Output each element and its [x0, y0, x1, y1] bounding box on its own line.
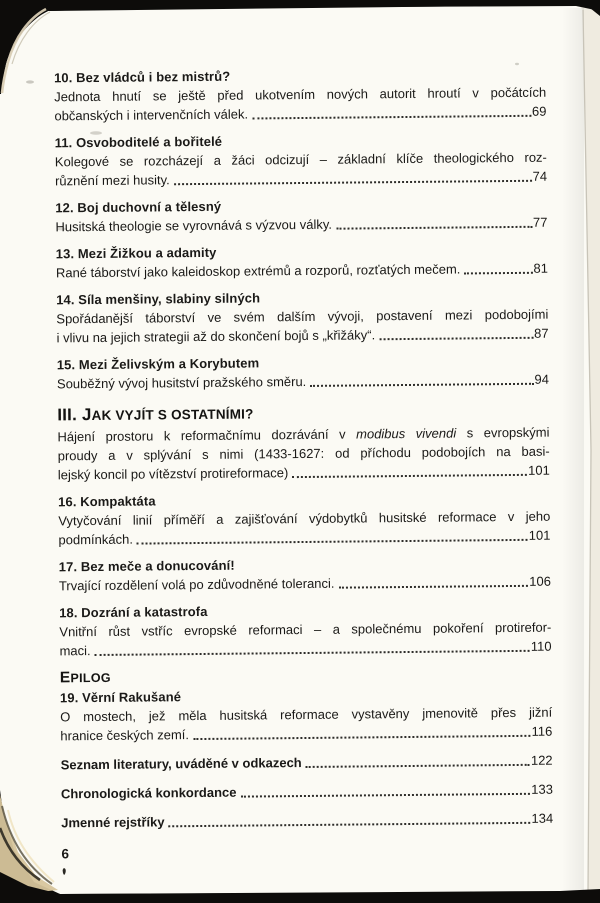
desc-text: i vlivu na jejich strategii až do skončení bojů s „křižáky“. [56, 327, 376, 346]
chapter-title: 10. Bez vládců i bez mistrů? [53, 68, 231, 86]
page-ref: 74 [532, 168, 548, 184]
backmatter-list [61, 751, 554, 833]
toc-entry-ch18 [59, 599, 552, 661]
page-ref: 101 [528, 462, 550, 478]
desc-text: Trvající rozdělení volá po zdůvodněné toleranci. [58, 575, 335, 594]
toc-entry-ch14 [56, 286, 549, 348]
toc-entry-ch17 [59, 553, 551, 596]
desc-text: Husitská theologie se vyrovnává s výzvou války. [55, 216, 333, 235]
chapter-title: 13. Mezi Žižkou a adamity [55, 244, 217, 262]
toc-entry-ch11 [55, 129, 548, 191]
desc-text: Rané táborství jako kaleidoskop extrémů a rozporů, rozťatých mečem. [55, 261, 461, 281]
chapter-desc-last-line [60, 722, 552, 746]
desc-text: hranice českých zemí. [60, 727, 190, 744]
page-ref: 110 [530, 638, 552, 654]
toc-entry-ch12 [55, 194, 547, 237]
page-ref: 81 [533, 260, 548, 276]
dotted-leader [95, 650, 530, 656]
page-ref: 116 [531, 723, 553, 739]
toc-entry-ch15 [57, 351, 549, 394]
chapter-desc-line: Vnitřní růst vstříc evropské reformaci – a společnému pokoření protirefor- [59, 619, 552, 640]
dotted-leader [339, 585, 529, 589]
toc-entry-ch10 [54, 64, 547, 126]
desc-text: maci. [59, 643, 91, 659]
backmatter-item-literature [61, 751, 553, 775]
page-ref: 106 [529, 573, 551, 589]
backmatter-title: Jmenné rejstříky [61, 814, 165, 831]
chapter-desc-last-line [58, 526, 550, 550]
chapter-desc-line: O mostech, jež měla husitská reformace vystavěny jmenovitě přes jižní [60, 704, 553, 725]
page-ref: 94 [534, 371, 550, 387]
dotted-leader [169, 822, 531, 827]
desc-text: občanských i intervenčních válek. [54, 106, 249, 124]
chapter-desc-last-line [54, 102, 546, 126]
chapter-desc-last-line [59, 572, 551, 596]
chapter-desc-line: Jednota hnutí se ještě před ukotvením nových autorit hroutí v počátcích [54, 84, 547, 105]
desc-text: podmínkách. [58, 531, 133, 548]
dotted-leader [137, 539, 528, 545]
desc-text-italic: modibus vivendi [356, 425, 457, 442]
chapter-desc-line: Vytyčování linií příměří a zajišťování výdobytků husitské reformace v jeho [58, 508, 551, 529]
desc-text: Hájení prostoru k reformačnímu dozrávání v [57, 426, 357, 445]
page-ref: 133 [531, 781, 553, 797]
section-desc-line: proudy a v splývání s nimi (1433-1627: od příchodu podobojích na basi- [57, 443, 550, 464]
backmatter-title: Seznam literatury, uváděné v odkazech [60, 755, 302, 773]
chapter-title: 11. Osvoboditelé a bořitelé [54, 133, 223, 151]
toc-section-3 [57, 399, 550, 485]
section-heading-rest: AK VYJÍT S OSTATNÍMI? [91, 406, 254, 424]
chapter-title: 12. Boj duchovní a tělesný [55, 198, 222, 216]
chapter-desc-last-line [56, 259, 548, 283]
dotted-leader [240, 793, 530, 798]
dotted-leader [252, 115, 531, 120]
table-of-contents [54, 64, 554, 864]
backmatter-item-index [61, 809, 553, 833]
desc-text: s evropskými [456, 424, 550, 441]
backmatter-title: Chronologická konkordance [60, 784, 237, 802]
dotted-leader [292, 474, 527, 478]
chapter-title: 18. Dozrání a katastrofa [59, 603, 208, 621]
desc-text: Souběžný vývoj husitství pražského směru. [56, 373, 307, 392]
epilog-heading-rest: PILOG [70, 670, 111, 686]
chapter-desc-last-line [55, 213, 547, 237]
page-ref: 87 [533, 325, 549, 341]
dotted-leader [193, 735, 531, 740]
chapter-title: 19. Věrní Rakušané [59, 689, 182, 706]
chapter-desc-line: Kolegové se rozcházejí a žáci odcizují – základní klíče theologického roz- [54, 149, 547, 170]
chapter-title: 15. Mezi Želivským a Korybutem [56, 355, 260, 373]
section-desc-last-line [58, 461, 550, 485]
desc-text: lejský koncil po vítězství protireformace) [57, 465, 289, 483]
desc-text: různění mezi husity. [54, 172, 170, 189]
page-ref: 101 [528, 527, 551, 543]
dotted-leader [306, 764, 530, 768]
page-ref: 134 [531, 810, 554, 826]
page-ref: 69 [531, 103, 547, 119]
dotted-leader [336, 226, 532, 230]
epilog-heading-lead: E [59, 669, 71, 687]
chapter-desc-last-line [57, 370, 549, 394]
page-ref: 122 [530, 752, 553, 768]
chapter-desc-last-line [56, 324, 548, 348]
chapter-title: 16. Kompaktáta [58, 493, 156, 510]
chapter-desc-last-line [55, 167, 547, 191]
backmatter-item-concordance [61, 780, 553, 804]
toc-entry-ch13 [56, 240, 548, 283]
section-heading-lead: III. J [57, 405, 92, 425]
dotted-leader [174, 180, 532, 185]
toc-entry-ch19 [60, 684, 553, 746]
page-number-footer: 6 [61, 846, 70, 862]
chapter-desc-line: Spořádanější táborství ve svém dalším vývoji, postavení mezi podobojími [56, 306, 549, 327]
dotted-leader [379, 337, 533, 340]
smudge-mark [26, 80, 34, 83]
page-ref: 77 [532, 214, 548, 230]
chapter-title: 14. Síla menšiny, slabiny silných [56, 290, 261, 308]
chapter-title: 17. Bez meče a donucování! [58, 557, 235, 575]
dotted-leader [310, 383, 533, 387]
dotted-leader [464, 272, 532, 275]
page-right-shadow [562, 8, 584, 892]
toc-entry-ch16 [58, 488, 551, 550]
